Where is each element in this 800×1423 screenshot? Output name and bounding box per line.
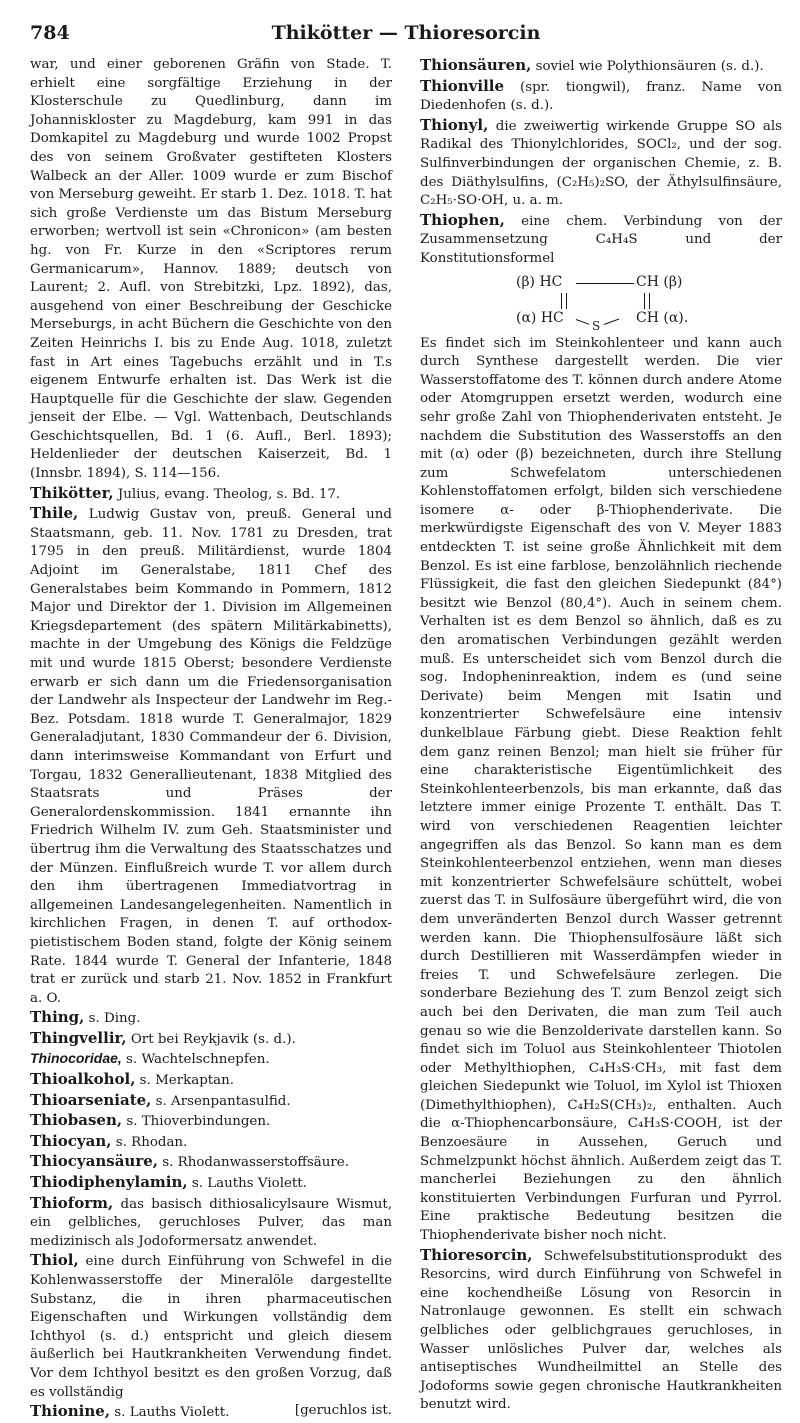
formula-double-bond-left bbox=[561, 293, 567, 309]
headword: Thiodiphenylamin, bbox=[30, 1173, 188, 1192]
entry-text: s. Thioverbindungen. bbox=[122, 1114, 271, 1130]
formula-bottom-right: CH (α). bbox=[636, 309, 689, 326]
headword: Thioform, bbox=[30, 1193, 114, 1212]
entry-text: das basisch dithiosalicylsaure Wismut, ein gelbliches, geruchloses Pulver, das man medizinisch als Jodoformersatz anwendet. bbox=[30, 1196, 392, 1249]
left-column bbox=[30, 56, 392, 1421]
headword: Thiobasen, bbox=[30, 1111, 123, 1130]
headword: Thiocyan, bbox=[30, 1131, 112, 1150]
entry-thing bbox=[30, 1008, 392, 1029]
headword: Thiophen, bbox=[420, 210, 505, 229]
entry-text: s. Wachtelschnepfen. bbox=[121, 1052, 270, 1068]
entry-thioalkohol bbox=[30, 1070, 392, 1091]
formula-bond-right-s bbox=[604, 318, 619, 324]
headword: Thingvellir, bbox=[30, 1028, 127, 1047]
formula-bottom-left: (α) HC bbox=[516, 309, 564, 326]
entry-text: Ludwig Gustav von, preuß. General und Staatsmann, geb. 11. Nov. 1781 zu Dresden, trat 1795 in den preuß. Militärdienst, wurde 1804 Adjoint im Generalstabe, 1811 Chef des Generalstabes beim Kommando in Pommern, 1812 Major und Direktor der 1. Division im Allgemeinen Kriegsdepartement (des spätern Militärkabinetts), machte in der Umgebung des Königs die Feldzüge mit und wurde 1815 Oberst; besondere Verdienste erwarb er sich dann um die Friedensorganisation der Landwehr als Inspecteur der Landwehr im Reg.-Bez. Potsdam. 1818 wurde T. Generalmajor, 1829 Generaladjutant, 1830 Commandeur der 6. Division, dann interimsweise Kommandant von Erfurt und Torgau, 1832 Generallieutenant, 1838 Mitglied des Staatsrats und Präses der Generalordenskommission. 1841 ernannte ihn Friedrich Wilhelm IV. zum Geh. Staatsminister und übertrug ihm die Verwaltung des Staatsschatzes und der Münzen. Einflußreich wurde T. vor allem durch den ihm übertragenen Immediatvortrag in allgemeinen Landesangelegenheiten. Namentlich in kirchlichen Fragen, in denen T. auf orthodox-pietistischem Boden stand, folgte der König seinem Rate. 1844 wurde T. General der Infanterie, 1848 trat er zurück und starb 21. Nov. 1852 in Frankfurt a. O. bbox=[30, 507, 392, 1006]
headword: Thionine, bbox=[30, 1402, 111, 1421]
page-number: 784 bbox=[30, 22, 70, 44]
entry-text: s. Ding. bbox=[84, 1011, 141, 1027]
entry-thikoetter bbox=[30, 484, 392, 505]
entry-thile bbox=[30, 504, 392, 1008]
headword: Thioresorcin, bbox=[420, 1245, 533, 1264]
right-column bbox=[420, 56, 782, 1413]
headword: Thikötter, bbox=[30, 483, 114, 502]
entry-text: s. Rhodanwasserstoffsäure. bbox=[157, 1155, 349, 1171]
text-columns bbox=[30, 56, 782, 1421]
entry-thionine bbox=[30, 1402, 392, 1423]
entry-thinocoridae bbox=[30, 1049, 392, 1070]
headword: Thiol, bbox=[30, 1251, 79, 1270]
headword: Thioalkohol, bbox=[30, 1070, 136, 1089]
entry-text: Schwefelsubstitutionsprodukt des Resorcins, wird durch Einführung von Schwefel in eine kochendheiße Lösung von Resorcin in Natronlauge gewonnen. Es stellt ein schwach gelbliches oder gelblichgraues geruchloses, in Wasser unlösliches Pulver dar, welches als antiseptisches Wundheilmittel an Stelle des Jodoforms sowie gegen chronische Hautkrankheiten benutzt wird. bbox=[420, 1248, 782, 1413]
entry-thiocyansaeure bbox=[30, 1152, 392, 1173]
carryover-text: [geruchlos ist. bbox=[294, 1403, 392, 1419]
headword: Thing, bbox=[30, 1008, 85, 1027]
entry-thionyl bbox=[420, 116, 782, 211]
entry-thiophen-body: Es findet sich im Steinkohlenteer und kann auch durch Synthese dargestellt werden. Die vier Wasserstoffatome des T. können durch andere Atome oder Atomgruppen ersetzt werden, wodurch eine sehr große Zahl von Thiophenderivaten entsteht. Je nachdem die Substitution des Wasserstoffs an den mit (α) oder (β) bezeichneten, durch ihre Stellung zum Schwefelatom unterschiedenen Kohlenstoffatomen erfolgt, bilden sich verschiedene isomere α- oder β-Thiophenderivate. Die merkwürdigste Eigenschaft des von V. Meyer 1883 entdeckten T. ist seine große Ähnlichkeit mit dem Benzol. Es ist eine farblose, benzolähnlich riechende Flüssigkeit, die fast den gleichen Siedepunkt (84°) besitzt wie Benzol (80,4°). Auch in seinem chem. Verhalten ist es dem Benzol so ähnlich, daß es zu den aromatischen Verbindungen gezählt werden muß. Es unterscheidet sich vom Benzol durch die sog. Indopheninreaktion, indem es (und seine Derivate) beim Mengen mit Isatin und konzentrierter Schwefelsäure eine intensiv dunkelblaue Färbung giebt. Diese Reaktion fehlt dem ganz reinen Benzol; man hielt sie früher für eine charakteristische Eigentümlichkeit des Steinkohlenteerbenzols, bis man erkannte, daß das letztere immer einige Prozente T. enthält. Das T. wird von verschiedenen Reagentien leichter angegriffen als das Benzol. So kann man es dem Steinkohlenteerbenzol entziehen, wenn man dieses mit konzentrierter Schwefelsäure schüttelt, wobei zuerst das T. in Sulfosäure übergeführt wird, die von dem unveränderten Benzol durch Wasser getrennt werden kann. Die Thiophensulfosäure läßt sich durch Destillieren mit Wasserdämpfen wieder in freies T. und Schwefelsäure zerlegen. Die sonderbare Beziehung des T. zum Benzol zeigt sich auch bei den Derivaten, die man zum Teil auch genau so wie die Benzolderivate darstellen kann. So findet sich im Toluol aus Steinkohlenteer Thiotolen oder Methylthiophen, C₄H₃S·CH₃, mit fast dem gleichen Siedepunkt wie Toluol, im Xylol ist Thioxen (Dimethylthiophen), C₄H₂S(CH₃)₂, enthalten. Auch die α-Thiophencarbonsäure, C₄H₃S·COOH, ist der Benzoesäure in Aussehen, Geruch und Schmelzpunkt höchst ähnlich. Außerdem zeigt das T. mancherlei Beziehungen zu den ähnlich konstituierten Verbindungen Furfuran und Pyrrol. Eine praktische Bedeutung besitzen die Thiophenderivate bisher noch nicht. bbox=[420, 335, 782, 1244]
entry-text: die zweiwertig wirkende Gruppe SO als Radikal des Thionylchlorides, SOCl₂, und der sog. Sulfinverbindungen der organischen Chemie, z. B. des Diäthylsulfins, (C₂H₅)₂SO, der Äthylsulfinsäure, C₂H₅·SO·OH, u. a. m. bbox=[420, 118, 782, 209]
entry-thioform bbox=[30, 1194, 392, 1252]
entry-text: s. Arsenpantasulfid. bbox=[151, 1093, 291, 1109]
entry-thiobasen bbox=[30, 1111, 392, 1132]
formula-double-bond-right bbox=[644, 293, 650, 309]
headword: Thioarseniate, bbox=[30, 1090, 152, 1109]
headword: Thiocyansäure, bbox=[30, 1152, 158, 1171]
entry-thionville bbox=[420, 77, 782, 116]
entry-thiol bbox=[30, 1251, 392, 1402]
entry-thiocyan bbox=[30, 1132, 392, 1153]
formula-top-right: CH (β) bbox=[636, 273, 683, 290]
entry-thioresorcin bbox=[420, 1246, 782, 1415]
entry-text: Julius, evang. Theolog, s. Bd. 17. bbox=[113, 486, 341, 502]
formula-sulfur: S bbox=[592, 318, 601, 333]
formula-bond-left-s bbox=[576, 319, 589, 325]
headword: Thinocoridae, bbox=[30, 1050, 122, 1067]
entry-text: eine durch Einführung von Schwefel in die Kohlenwasserstoffe der Mineralöle dargestellte Substanz, die in ihren pharmaceutischen Eigenschaften und Wirkungen vollständig dem Ichthyol (s. d.) entspricht und gleich diesem äußerlich bei Hautkrankheiten Verwendung findet. Vor dem Ichthyol besitzt es den großen Vorzug, daß es vollständig bbox=[30, 1254, 392, 1400]
entry-text: (spr. tiongwil), franz. Name von Diedenhofen (s. d.). bbox=[420, 79, 782, 114]
entry-thiodiphenylamin bbox=[30, 1173, 392, 1194]
entry-text: s. Lauths Violett. bbox=[187, 1176, 307, 1192]
entry-thionsaeuren bbox=[420, 56, 782, 77]
entry-text: s. Rhodan. bbox=[111, 1134, 188, 1150]
entry-continuation: war, und einer geborenen Gräfin von Stade. T. erhielt eine sorgfältige Erziehung in der Klosterschule zu Quedlinburg, dann im Johanniskloster zu Magdeburg, kam 991 in das Domkapitel zu Magdeburg und wurde 1002 Propst des von seinem Großvater gestifteten Klosters Walbeck an der Aller. 1009 wurde er zum Bischof von Merseburg geweiht. Er starb 1. Dez. 1018. T. hat sich große Verdienste um das Bistum Merseburg erworben; wertvoll ist sein «Chronicon» (am besten hg. von Fr. Kurze in den «Scriptores rerum Germanicarum», Hannov. 1889; deutsch von Laurent; 2. Aufl. von Strebitzki, Lpz. 1892), das, ausgehend von einer Beschreibung der Geschicke Merseburgs, in acht Büchern die Geschichte von den Zeiten Heinrichs I. bis zu Ende Aug. 1018, zuletzt fast in Art eines Tagebuchs erzählt und in T.s eigenem Entwurfe erhalten ist. Das Werk ist die Hauptquelle für die Geschichte der slaw. Gegenden jenseit der Elbe. — Vgl. Wattenbach, Deutschlands Geschichtsquellen, Bd. 1 (6. Aufl., Berl. 1893); Heldenlieder der deutschen Kaiserzeit, Bd. 1 (Innsbr. 1894), S. 114—156. bbox=[30, 57, 392, 482]
entry-thingvellir bbox=[30, 1029, 392, 1050]
headword: Thionyl, bbox=[420, 115, 489, 134]
entry-text: soviel wie Polythionsäuren (s. d.). bbox=[531, 59, 764, 74]
page-header bbox=[30, 22, 782, 58]
entry-text: s. Merkaptan. bbox=[135, 1073, 235, 1089]
formula-bond-top bbox=[576, 283, 634, 284]
thiophen-structural-formula bbox=[420, 271, 782, 331]
running-head: Thikötter — Thioresorcin bbox=[271, 22, 541, 44]
entry-text: Ort bei Reykjavik (s. d.). bbox=[126, 1031, 296, 1047]
entry-thioarseniate bbox=[30, 1091, 392, 1112]
entry-thiophen bbox=[420, 211, 782, 269]
entry-text: s. Lauths Violett. bbox=[110, 1405, 230, 1421]
headword: Thile, bbox=[30, 504, 79, 523]
headword: Thionsäuren, bbox=[420, 56, 532, 74]
formula-top-left: (β) HC bbox=[516, 273, 563, 290]
entry-text: eine chem. Verbindung von der Zusammensetzung C₄H₄S und der Konstitutionsformel bbox=[420, 213, 782, 266]
headword: Thionville bbox=[420, 76, 505, 95]
